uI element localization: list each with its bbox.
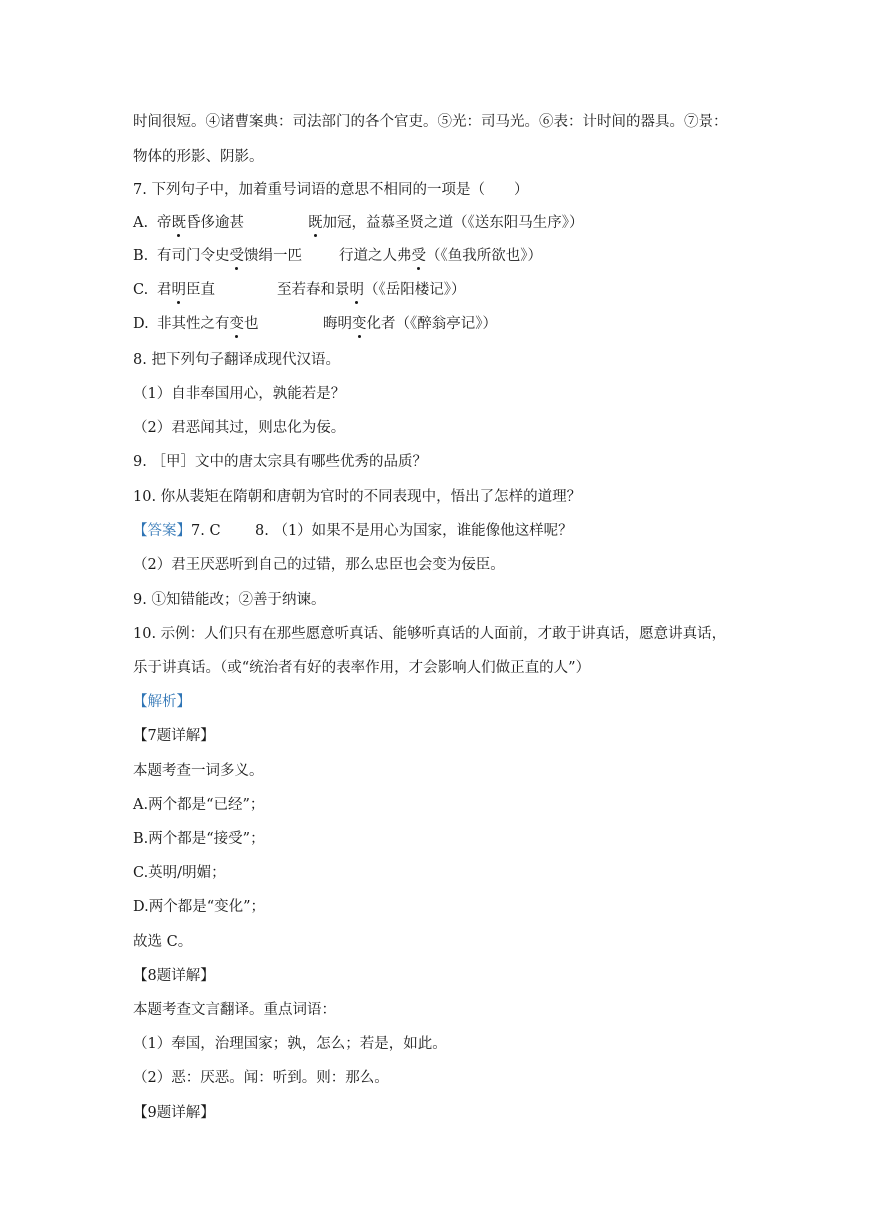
emphasis-char: 既 [171,215,186,231]
text: 晦明 [323,316,352,332]
option-sentence-1 [157,246,302,266]
option-a [133,213,733,233]
text: 非其性之有 [157,316,230,332]
option-d [133,314,733,334]
answer-9: 9. ①知错能改；②善于纳谏。 [133,592,326,608]
section-heading: 【9题详解】 [133,1105,215,1121]
answer-8-2: （2）君王厌恶听到自己的过错，那么忠臣也会变为佞臣。 [133,557,505,573]
paragraph-line: （1）奉国，治理国家；孰，怎么；若是，如此。 [133,1036,447,1052]
question-8-2: （2）君恶闻其过，则忠化为佞。 [133,420,346,436]
option-label: B. [133,248,149,264]
option-sentence-2 [339,246,542,266]
answer-10-line-2: 乐于讲真话。（或“统治者有好的表率作用，才会影响人们做正直的人”） [133,660,591,676]
emphasis-char: 变 [352,316,367,332]
text: 帝 [157,215,172,231]
question-9: 9. ［甲］文中的唐太宗具有哪些优秀的品质？ [133,454,427,470]
paragraph-line: （2）恶：厌恶。闻：听到。则：那么。 [133,1070,389,1086]
answer-7: 7. C [191,523,221,539]
text: 馈绢一匹 [244,248,302,264]
text: 昏侈逾甚 [186,215,244,231]
text: 化者 [366,316,396,332]
paragraph-line: A.两个都是“已经”； [133,797,265,813]
source-title: （《岳阳楼记》） [364,282,466,298]
text: 至若春和景 [277,282,350,298]
text: 加冠，益慕圣贤之道 [322,215,453,231]
option-label: C. [133,282,149,298]
option-b [133,246,733,266]
emphasis-char: 受 [411,248,426,264]
emphasis-char: 受 [229,248,244,264]
paragraph-line: B.两个都是“接受”； [133,831,265,847]
option-sentence-1 [157,280,215,300]
question-10: 10. 你从裴矩在隋朝和唐朝为官时的不同表现中，悟出了怎样的道理？ [133,489,582,505]
paragraph-line: 本题考查一词多义。 [133,763,264,779]
text: 有司门令史 [157,248,230,264]
section-heading: 【8题详解】 [133,968,215,984]
emphasis-char: 既 [308,215,323,231]
source-title: （《鱼我所欲也》） [426,248,542,264]
text: 也 [244,316,259,332]
emphasis-char: 明 [349,282,364,298]
question-7: 7. 下列句子中，加着重号词语的意思不相同的一项是（ ） [133,182,529,198]
option-sentence-2 [308,213,584,233]
analysis-tag: 【解析】 [133,694,191,710]
paragraph-line: 故选 C。 [133,934,193,950]
paragraph-line: 本题考查文言翻译。重点词语： [133,1002,336,1018]
text: 臣直 [186,282,215,298]
emphasis-char: 明 [171,282,186,298]
option-label: A. [133,215,149,231]
text: 君 [157,282,172,298]
answer-10-line-1: 10. 示例：人们只有在那些愿意听真话、能够听真话的人面前，才敢于讲真话，愿意讲真话， [133,626,727,642]
text: 行道之人弗 [339,248,412,264]
source-title: （《送东阳马生序》） [453,215,584,231]
answer-line [133,521,733,541]
question-8-1: （1）自非奉国用心，孰能若是？ [133,386,346,402]
answer-8-1: 8. （1）如果不是用心为国家，谁能像他这样呢？ [255,523,573,539]
paragraph-line: 物体的形影、阴影。 [133,149,264,165]
emphasis-char: 变 [229,316,244,332]
paragraph-line: C.英明/明媚； [133,865,226,881]
option-sentence-1 [157,314,259,334]
paragraph-line: 时间很短。④诸曹案典：司法部门的各个官吏。⑤光：司马光。⑥表：计时间的器具。⑦景： [133,114,728,130]
section-heading: 【7题详解】 [133,728,215,744]
answer-tag: 【答案】 [133,523,191,539]
option-c [133,280,733,300]
option-label: D. [133,316,149,332]
option-sentence-2 [323,314,497,334]
paragraph-line: D.两个都是“变化”； [133,899,266,915]
option-sentence-2 [277,280,466,300]
option-sentence-1 [157,213,244,233]
question-8: 8. 把下列句子翻译成现代汉语。 [133,352,340,368]
source-title: （《醉翁亭记》） [395,316,497,332]
